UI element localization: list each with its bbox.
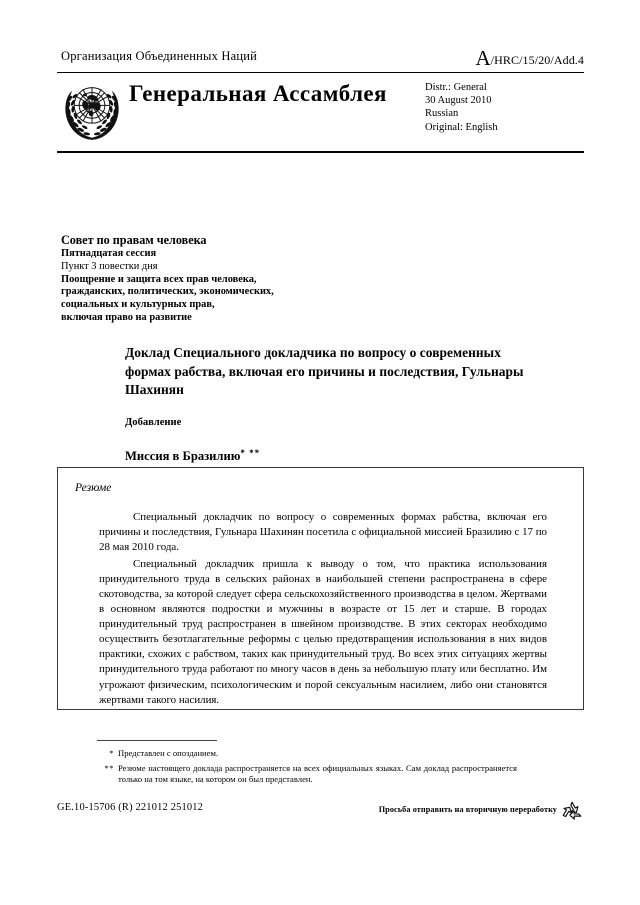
mission-footnote-markers: * ** [240,447,261,458]
mission-heading-text: Миссия в Бразилию [125,448,241,463]
council-agenda-title-line-4: включая право на развитие [61,311,192,323]
footnote-area [97,748,517,789]
council-header [61,233,381,325]
distribution-line-2: 30 August 2010 [425,95,492,107]
distribution-line-4: Original: English [425,121,498,133]
footnote-text: Резюме настоящего доклада распространяется на всех официальных языках. Сам доклад распространяется только на том языке, на котором он был представлен. [118,762,517,785]
council-agenda-title-line-2: гражданских, политических, экономических, [61,286,274,298]
council-agenda-item: Пункт 3 повестки дня [61,260,158,272]
addendum-label: Добавление [125,416,182,428]
general-assembly-title: Генеральная Ассамблея [129,81,387,106]
masthead [57,48,584,153]
summary-paragraph: Специальный докладчик по вопросу о современных формах рабства, включая его причины и последствия, Гульнара Шахинян посетила с официальной миссией Бразилию с 17 по 28 мая 2010 года. [99,511,547,554]
footnote-marker: * [109,748,114,758]
mission-heading [125,448,525,464]
title-block [125,344,525,464]
summary-body [99,510,547,708]
recycling-icon [560,800,584,822]
document-symbol [475,48,584,69]
footnote-marker: ** [104,762,114,773]
document-symbol-prefix: A [475,46,491,70]
un-emblem-icon [59,79,125,141]
council-session: Пятнадцатая сессия [61,248,157,259]
recycle-notice-text: Просьба отправить на вторичную переработку [378,805,557,814]
distribution-line-3: Russian [425,108,459,120]
council-name: Совет по правам человека [61,233,207,247]
summary-box [57,467,584,710]
summary-label: Резюме [75,481,112,494]
footnote-item [97,763,517,786]
council-agenda-title-line-1: Поощрение и защита всех прав человека, [61,273,257,285]
organization-name: Организация Объединенных Наций [61,49,258,63]
footnote-item [97,748,517,760]
recycle-notice [379,800,584,822]
page-footer [57,800,584,822]
job-number: GE.10-15706 (R) 221012 251012 [57,802,204,813]
footnote-text: Представлен с опозданием. [118,748,219,758]
distribution-line-1: Distr.: General [425,82,487,93]
council-agenda-title-line-3: социальных и культурных прав, [61,299,215,311]
document-symbol-rest: /HRC/15/20/Add.4 [490,53,584,67]
masthead-top-row [57,48,584,73]
masthead-body-row [57,73,584,153]
page-title: Доклад Специального докладчика по вопросу о современных формах рабства, включая его причины и последствия, Гульнары Шахинян [125,345,524,397]
footnote-separator [97,740,217,741]
distribution-block [425,81,498,134]
summary-paragraph: Специальный докладчик пришла к выводу о том, что практика использования принудительного труда в сельских районах в наибольшей степени распространена в сфере скотоводства, за которой следует сфера сельскохозяйственного производства в целом. Жертвами в основном являются подростки и мужчины в возрасте от 15 лет и старше. В городах принудительный труд распространен в швейном производстве. В этих секторах необходимо осуществить безотлагательные реформы с целью предотвращения использования в них видов практики, схожих с рабством, таких как принудительный труд. Во всех этих ситуациях жертвы принудительного труда работают по многу часов в день за небольшую плату или бесплатно. Им угрожают физическим, психологическим и порой сексуальным насилием, либо они становятся жертвами такого насилия. [99,558,547,706]
